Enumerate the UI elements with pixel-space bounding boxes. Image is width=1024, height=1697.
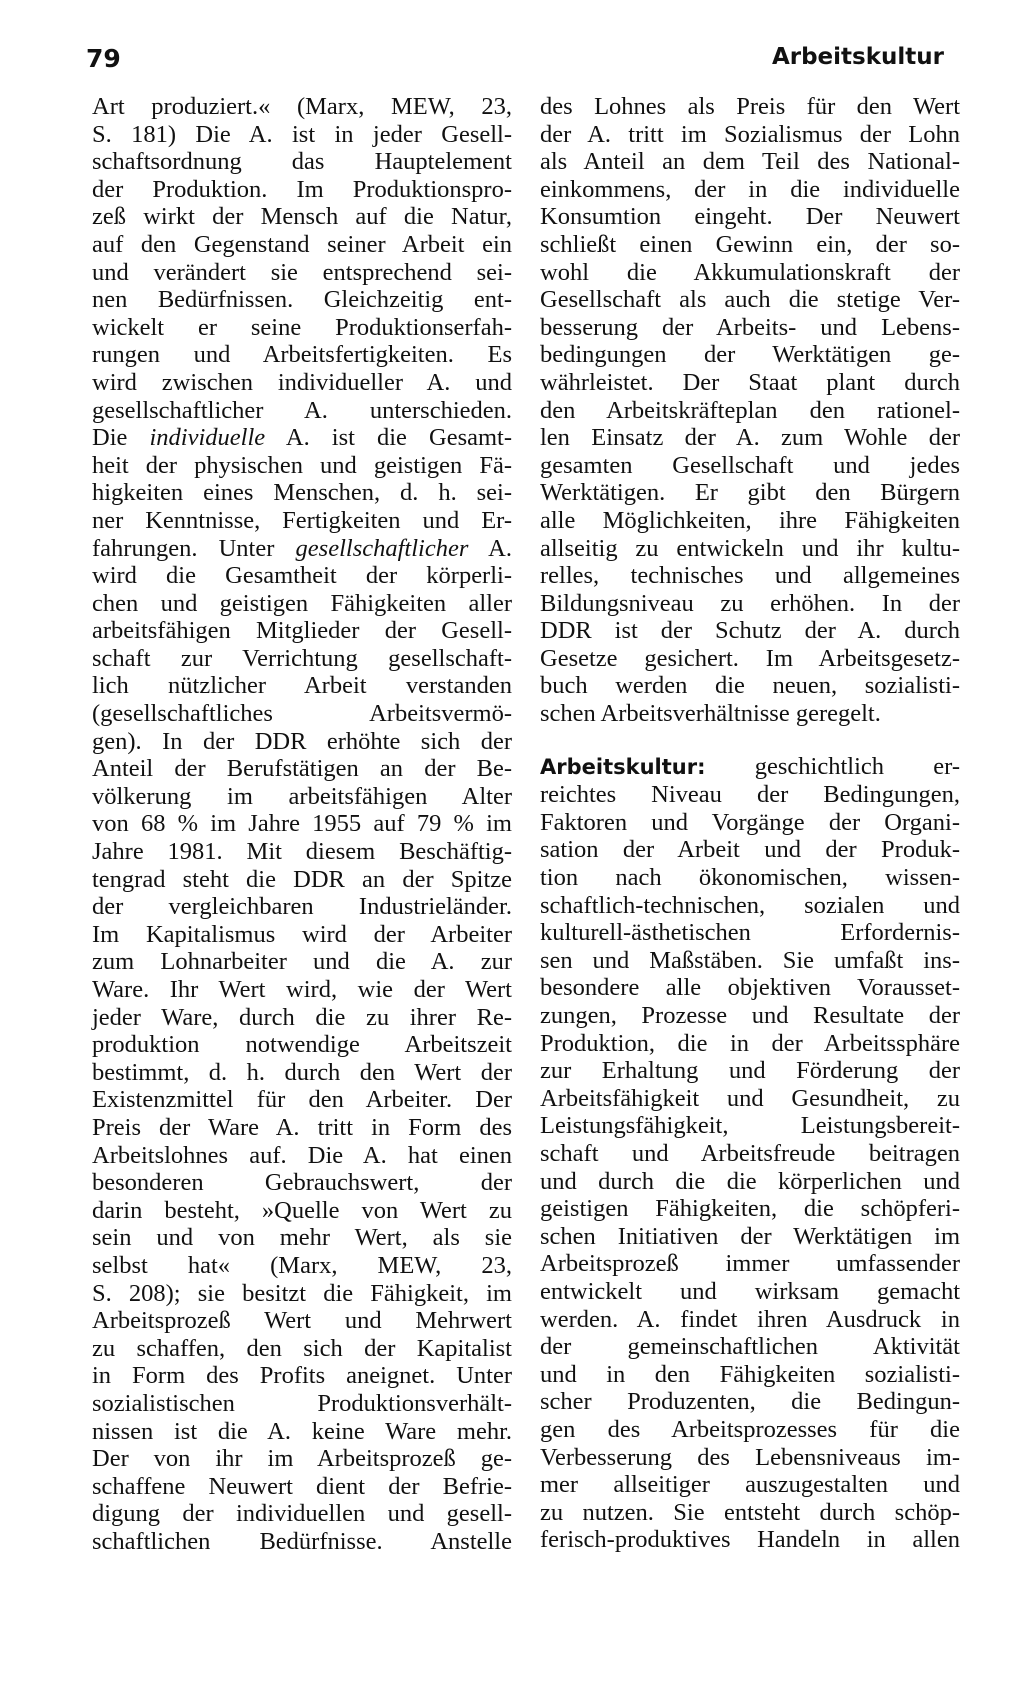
text-line: der Produktion. Im Produktionspro- <box>92 175 512 203</box>
text-line: Werktätigen. Er gibt den Bürgern <box>540 479 960 507</box>
text-line: der gemeinschaftlichen Aktivität <box>540 1333 960 1361</box>
text-line: gen des Arbeitsprozesses für die <box>540 1415 960 1443</box>
text-line: besonderen Gebrauchswert, der <box>92 1169 512 1197</box>
entry-first-line <box>540 753 960 782</box>
text-line: S. 208); sie besitzt die Fähigkeit, im <box>92 1279 512 1307</box>
text-line: higkeiten eines Menschen, d. h. sei- <box>92 479 512 507</box>
text-line: kulturell-ästhetischen Erfordernis- <box>540 919 960 947</box>
text-line: alle Möglichkeiten, ihre Fähigkeiten <box>540 506 960 534</box>
text-line: ner Kenntnisse, Fertigkeiten und Er- <box>92 506 512 534</box>
text-line: darin besteht, »Quelle von Wert zu <box>92 1196 512 1224</box>
text-line: allseitig zu entwickeln und ihr kultu- <box>540 534 960 562</box>
text-line: schen Arbeitsverhältnisse geregelt. <box>540 700 881 728</box>
text-line: wird die Gesamtheit der körperli- <box>92 562 512 590</box>
text-line: heit der physischen und geistigen Fä- <box>92 451 512 479</box>
text-line: Produktion, die in der Arbeitssphäre <box>540 1029 960 1057</box>
text-line: Preis der Ware A. tritt in Form des <box>92 1113 512 1141</box>
text-line: Existenzmittel für den Arbeiter. Der <box>92 1086 512 1114</box>
text-line: zungen, Prozesse und Resultate der <box>540 1002 960 1029</box>
text-line: Jahre 1981. Mit diesem Beschäftig- <box>92 838 512 866</box>
text-line: rungen und Arbeitsfertigkeiten. Es <box>92 341 512 369</box>
text-line: völkerung im arbeitsfähigen Alter <box>92 782 512 810</box>
text-line: S. 181) Die A. ist in jeder Gesell- <box>92 120 512 148</box>
text-line: schaftsordnung das Hauptelement <box>92 148 512 176</box>
text-line: Art produziert.« (Marx, MEW, 23, <box>92 93 512 120</box>
left-column <box>92 93 512 1555</box>
text-line: gesamten Gesellschaft und jedes <box>540 451 960 479</box>
text-line: entwickelt und wirksam gemacht <box>540 1277 960 1305</box>
text-line: DDR ist der Schutz der A. durch <box>540 617 960 645</box>
entry-term: Arbeitskultur: <box>540 754 706 779</box>
text-line: zu nutzen. Sie entsteht durch schöp- <box>540 1498 960 1526</box>
text-line: und in den Fähigkeiten sozialisti- <box>540 1360 960 1388</box>
text-line: schaft und Arbeitsfreude beitragen <box>540 1139 960 1167</box>
text-line: nen Bedürfnissen. Gleichzeitig ent- <box>92 286 512 314</box>
text-line: bestimmt, d. h. durch den Wert der <box>92 1058 512 1086</box>
text-line: Arbeitsfähigkeit und Gesundheit, zu <box>540 1084 960 1112</box>
text-line: Konsumtion eingeht. Der Neuwert <box>540 203 960 231</box>
text-line: zu schaffen, den sich der Kapitalist <box>92 1334 512 1362</box>
text-line: bedingungen der Werktätigen ge- <box>540 341 960 369</box>
text-line: Bildungsniveau zu erhöhen. In der <box>540 589 960 617</box>
text-line: Anteil der Berufstätigen an der Be- <box>92 755 512 783</box>
text-line: in Form des Profits aneignet. Unter <box>92 1362 512 1390</box>
text-line: sen und Maßstäben. Sie umfaßt ins- <box>540 946 960 974</box>
text-line: scher Produzenten, die Bedingun- <box>540 1388 960 1416</box>
text-line: buch werden die neuen, sozialisti- <box>540 672 960 700</box>
text-line: und verändert sie entsprechend sei- <box>92 258 512 286</box>
text-line: sation der Arbeit und der Produk- <box>540 836 960 864</box>
text-line: schen Initiativen der Werktätigen im <box>540 1222 960 1250</box>
text-line: und durch die die körperlichen und <box>540 1167 960 1195</box>
text-line: zeß wirkt der Mensch auf die Natur, <box>92 203 512 231</box>
emphasized-term: individuelle <box>149 424 266 452</box>
text-line: tion nach ökonomischen, wissen- <box>540 864 960 892</box>
text-line: der vergleichbaren Industrieländer. <box>92 893 512 921</box>
text-line: besserung der Arbeits- und Lebens- <box>540 313 960 341</box>
text-line: als Anteil an dem Teil des National- <box>540 148 960 176</box>
text-line: reichtes Niveau der Bedingungen, <box>540 781 960 809</box>
text-line: produktion notwendige Arbeitszeit <box>92 1031 512 1059</box>
text-line: von 68 % im Jahre 1955 auf 79 % im <box>92 810 512 838</box>
text-line: schaftlich-technischen, sozialen und <box>540 891 960 919</box>
text-line <box>92 535 512 563</box>
text-line: (gesellschaftliches Arbeitsvermö- <box>92 700 512 728</box>
text-line: Gesellschaft als auch die stetige Ver- <box>540 286 960 314</box>
text-line: mer allseitiger auszugestalten und <box>540 1471 960 1499</box>
text-line: ferisch-produktives Handeln in allen <box>540 1526 960 1554</box>
text-line: zum Lohnarbeiter und die A. zur <box>92 948 512 976</box>
page-number: 79 <box>86 44 121 73</box>
line-text: fahrungen. Unter <box>92 534 296 562</box>
text-line: auf den Gegenstand seiner Arbeit ein <box>92 230 512 258</box>
text-line: Der von ihr im Arbeitsprozeß ge- <box>92 1445 512 1473</box>
text-line: nissen ist die A. keine Ware mehr. <box>92 1417 512 1445</box>
text-line: relles, technisches und allgemeines <box>540 562 960 590</box>
text-line: besondere alle objektiven Vorausset- <box>540 974 960 1002</box>
text-line: Faktoren und Vorgänge der Organi- <box>540 808 960 836</box>
running-head: Arbeitskultur <box>771 44 944 70</box>
text-line: tengrad steht die DDR an der Spitze <box>92 865 512 893</box>
text-line: schaffene Neuwert dient der Befrie- <box>92 1472 512 1500</box>
text-line: Gesetze gesichert. Im Arbeitsgesetz- <box>540 644 960 672</box>
text-line: Leistungsfähigkeit, Leistungsbereit- <box>540 1112 960 1140</box>
text-line: werden. A. findet ihren Ausdruck in <box>540 1305 960 1333</box>
right-column <box>540 93 960 1554</box>
text-line: Arbeitsprozeß immer umfassender <box>540 1250 960 1278</box>
text-line: schließt einen Gewinn ein, der so- <box>540 230 960 258</box>
text-line: sein und von mehr Wert, als sie <box>92 1224 512 1252</box>
text-line: digung der individuellen und gesell- <box>92 1500 512 1528</box>
text-line: schaft zur Verrichtung gesellschaft- <box>92 644 512 672</box>
text-line <box>92 424 512 452</box>
text-line: des Lohnes als Preis für den Wert <box>540 93 960 120</box>
entry-spacer <box>540 728 960 753</box>
text-line: währleistet. Der Staat plant durch <box>540 368 960 396</box>
text-line: den Arbeitskräfteplan den rationel- <box>540 396 960 424</box>
text-line: jeder Ware, durch die zu ihrer Re- <box>92 1003 512 1031</box>
entry-first-line-text: geschichtlich er- <box>705 752 960 780</box>
text-line: arbeitsfähigen Mitglieder der Gesell- <box>92 617 512 645</box>
line-text: A. <box>468 534 512 562</box>
text-line: wohl die Akkumulationskraft der <box>540 258 960 286</box>
text-line: gesellschaftlicher A. unterschieden. <box>92 396 512 424</box>
text-line: len Einsatz der A. zum Wohle der <box>540 424 960 452</box>
text-line: Ware. Ihr Wert wird, wie der Wert <box>92 976 512 1003</box>
text-line: zur Erhaltung und Förderung der <box>540 1057 960 1085</box>
text-line: wickelt er seine Produktionserfah- <box>92 313 512 341</box>
text-line: der A. tritt im Sozialismus der Lohn <box>540 120 960 148</box>
text-line: chen und geistigen Fähigkeiten aller <box>92 589 512 617</box>
right-column-continuation <box>540 93 960 728</box>
entry-arbeitskultur <box>540 753 960 1554</box>
text-line: sozialistischen Produktionsverhält- <box>92 1389 512 1417</box>
emphasized-term: gesellschaftlicher <box>295 534 469 562</box>
text-line: gen). In der DDR erhöhte sich der <box>92 727 512 755</box>
text-line: Arbeitsprozeß Wert und Mehrwert <box>92 1307 512 1335</box>
text-line: schaftlichen Bedürfnisse. Anstelle <box>92 1527 512 1555</box>
text-line: Verbesserung des Lebensniveaus im- <box>540 1443 960 1471</box>
text-line: selbst hat« (Marx, MEW, 23, <box>92 1251 512 1279</box>
line-text: Die <box>92 424 150 452</box>
text-line: geistigen Fähigkeiten, die schöpferi- <box>540 1195 960 1223</box>
text-line: Arbeitslohnes auf. Die A. hat einen <box>92 1141 512 1169</box>
text-line: Im Kapitalismus wird der Arbeiter <box>92 920 512 948</box>
text-line: einkommens, der in die individuelle <box>540 175 960 203</box>
text-line: lich nützlicher Arbeit verstanden <box>92 672 512 700</box>
text-line: wird zwischen individueller A. und <box>92 368 512 396</box>
line-text: A. ist die Gesamt- <box>265 424 513 452</box>
